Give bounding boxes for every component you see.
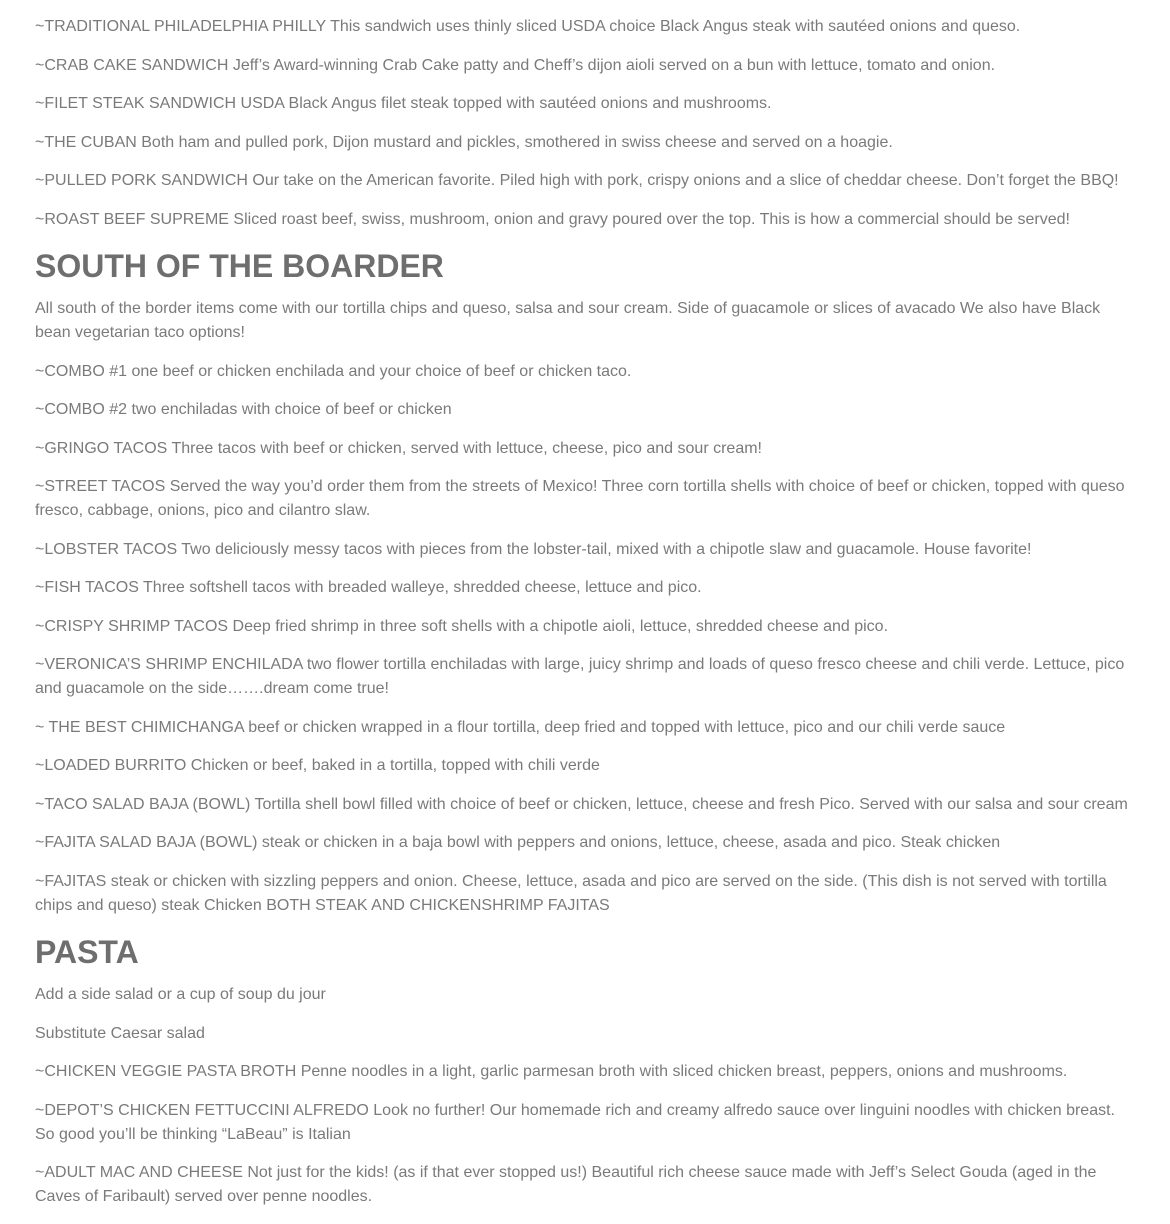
- menu-item: ~LOBSTER TACOS Two deliciously messy tacos with pieces from the lobster-tail, mixed with a chipotle slaw and guacamole. House favorite!: [35, 540, 1032, 558]
- menu-item: ~CRAB CAKE SANDWICH Jeff’s Award-winning Crab Cake patty and Cheff’s dijon aioli served on a bun with lettuce, tomato and onion.: [35, 56, 996, 74]
- section-note: Add a side salad or a cup of soup du jour: [35, 986, 326, 1003]
- section-note: Substitute Caesar salad: [35, 1024, 205, 1042]
- menu-item: ~LOADED BURRITO Chicken or beef, baked in a tortilla, topped with chili verde: [35, 757, 600, 774]
- menu-item: ~STREET TACOS Served the way you’d order them from the streets of Mexico! Three corn tortilla shells with choice of beef or chicken, topped with queso fresco, cabbage, onions, pico and cilantro slaw.: [35, 478, 1125, 519]
- menu-item: ~CRISPY SHRIMP TACOS Deep fried shrimp in three soft shells with a chipotle aioli, lettuce, shredded cheese and pico.: [35, 617, 889, 635]
- menu-item: ~FAJITAS steak or chicken with sizzling peppers and onion. Cheese, lettuce, asada and pico are served on the side. (This dish is not served with tortilla chips and queso) steak Chicken BOTH STEAK AND CHICKENSHRIMP FAJITAS: [35, 872, 1107, 914]
- menu-item: ~PULLED PORK SANDWICH Our take on the American favorite. Piled high with pork, crispy onions and a slice of cheddar cheese. Don’t forget the BBQ!: [35, 172, 1119, 189]
- sandwiches-section: [35, 15, 1135, 232]
- menu-item: ~COMBO #2 two enchiladas with choice of beef or chicken: [35, 401, 452, 418]
- menu-item: ~TRADITIONAL PHILADELPHIA PHILLY This sandwich uses thinly sliced USDA choice Black Angus steak with sautéed onions and queso.: [35, 18, 1021, 35]
- section-heading: PASTA: [35, 934, 139, 970]
- menu-page: [35, 15, 1135, 1224]
- section-note: All south of the border items come with our tortilla chips and queso, salsa and sour cream. Side of guacamole or slices of avacado We also have Black bean vegetarian taco options!: [35, 300, 1101, 341]
- section-heading: SOUTH OF THE BOARDER: [35, 248, 444, 284]
- menu-item: ~FILET STEAK SANDWICH USDA Black Angus filet steak topped with sautéed onions and mushrooms.: [35, 95, 772, 112]
- menu-item: ~ THE BEST CHIMICHANGA beef or chicken wrapped in a flour tortilla, deep fried and topped with lettuce, pico and our chili verde sauce: [35, 718, 1006, 736]
- menu-item: ~COMBO #1 one beef or chicken enchilada and your choice of beef or chicken taco.: [35, 362, 632, 380]
- menu-item: ~FISH TACOS Three softshell tacos with breaded walleye, shredded cheese, lettuce and pico.: [35, 579, 702, 596]
- menu-item: ~TACO SALAD BAJA (BOWL) Tortilla shell bowl filled with choice of beef or chicken, lettuce, cheese and fresh Pico. Served with our salsa and sour cream: [35, 795, 1128, 813]
- menu-item: ~ROAST BEEF SUPREME Sliced roast beef, swiss, mushroom, onion and gravy poured over the top. This is how a commercial should be served!: [35, 210, 1070, 228]
- menu-item: ~FAJITA SALAD BAJA (BOWL) steak or chicken in a baja bowl with peppers and onions, lettuce, cheese, asada and pico. Steak chicken: [35, 834, 1001, 851]
- menu-item: ~VERONICA’S SHRIMP ENCHILADA two flower tortilla enchiladas with large, juicy shrimp and loads of queso fresco cheese and chili verde. Lettuce, pico and guacamole on the side…….dream come true!: [35, 656, 1125, 697]
- menu-item: ~ADULT MAC AND CHEESE Not just for the kids! (as if that ever stopped us!) Beautiful rich cheese sauce made with Jeff’s Select Gouda (aged in the Caves of Faribault) served over penne noodles.: [35, 1164, 1097, 1205]
- menu-item: ~CHICKEN VEGGIE PASTA BROTH Penne noodles in a light, garlic parmesan broth with sliced chicken breast, peppers, onions and mushrooms.: [35, 1063, 1068, 1080]
- menu-item: ~THE CUBAN Both ham and pulled pork, Dijon mustard and pickles, smothered in swiss cheese and served on a hoagie.: [35, 133, 893, 151]
- south-section: [35, 246, 1135, 918]
- menu-item: ~GRINGO TACOS Three tacos with beef or chicken, served with lettuce, cheese, pico and sour cream!: [35, 439, 762, 457]
- menu-item: ~DEPOT’S CHICKEN FETTUCCINI ALFREDO Look no further! Our homemade rich and creamy alfredo sauce over linguini noodles with chicken breast. So good you’ll be thinking “LaBeau” is Italian: [35, 1101, 1115, 1143]
- pasta-section: [35, 932, 1135, 1209]
